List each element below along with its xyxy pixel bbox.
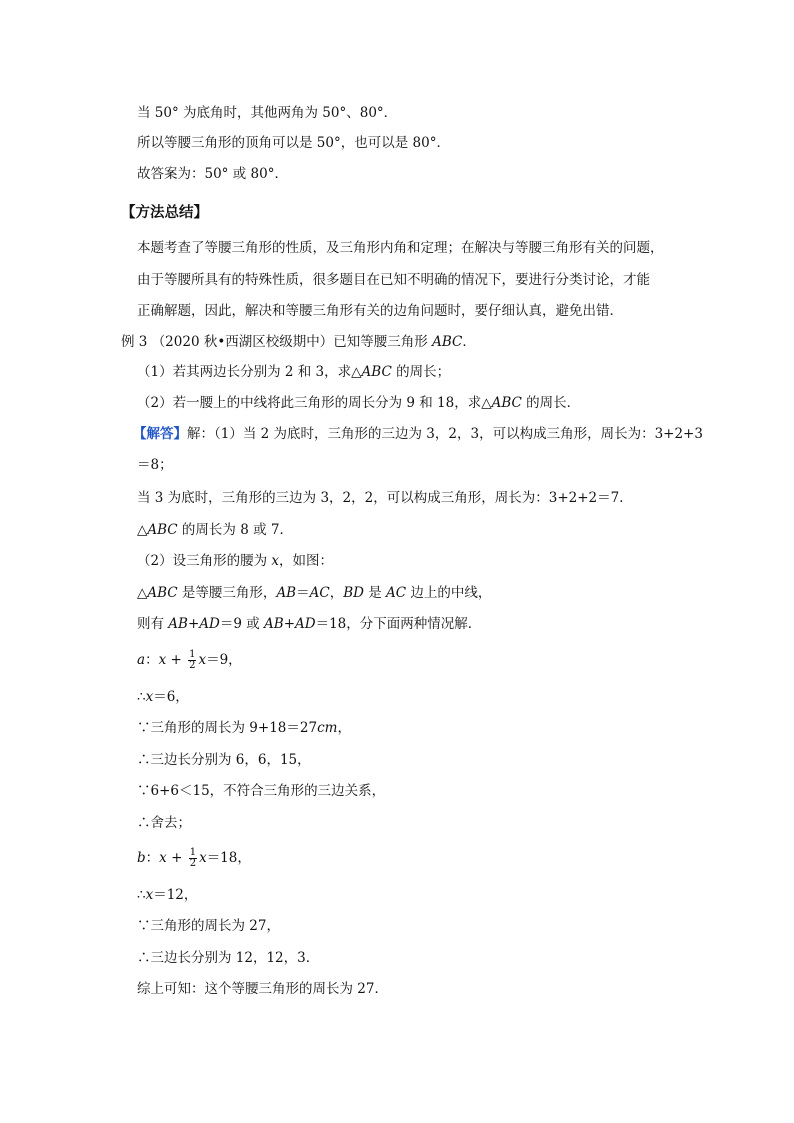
fraction-one-half: $\frac{1}{2}$ xyxy=(189,649,196,671)
summary-line-1: 本题考查了等腰三角形的性质，及三角形内角和定理；在解决与等腰三角形有关的问题， xyxy=(137,240,664,256)
case-a-perimeter: ∵三角形的周长为 9+18＝27cm， xyxy=(137,720,351,736)
answer-tag: 【解答】 xyxy=(133,426,187,442)
line-vertex-angle: 所以等腰三角形的顶角可以是 50°，也可以是 80°． xyxy=(137,135,450,151)
case-a-solve: ∴x＝6， xyxy=(137,689,189,705)
summary-line-2: 由于等腰所具有的特殊性质，很多题目在已知不明确的情况下，要进行分类讨论，才能 xyxy=(137,272,650,288)
answer-line-6: 则有 AB+AD＝9 或 AB+AD＝18，分下面两种情况解． xyxy=(137,616,482,632)
case-b-sides: ∴三边长分别为 12，12，3． xyxy=(137,950,320,966)
answer-line-3: △ABC 的周长为 8 或 7． xyxy=(137,522,293,538)
case-a-discard: ∴舍去； xyxy=(137,815,191,831)
example-3-title: 例 3 （2020 秋•西湖区校级期中）已知等腰三角形 ABC． xyxy=(121,334,476,350)
conclusion: 综上可知：这个等腰三角形的周长为 27． xyxy=(137,981,388,997)
line-answer: 故答案为：50° 或 80°． xyxy=(137,166,288,182)
case-a-check: ∵6+6＜15，不符合三角形的三边关系， xyxy=(137,783,386,799)
case-a-equation: a：x + $\frac{1}{2}$ x＝9， xyxy=(137,649,242,671)
question-2: （2）若一腰上的中线将此三角形的周长分为 9 和 18，求△ABC 的周长． xyxy=(137,395,581,411)
summary-line-3: 正确解题，因此，解决和等腰三角形有关的边角问题时，要仔细认真，避免出错． xyxy=(137,303,623,319)
triangle-abc: ABC xyxy=(432,334,463,350)
case-b-solve: ∴x＝12， xyxy=(137,887,198,903)
method-summary-heading: 【方法总结】 xyxy=(121,204,208,221)
example-label: 例 3 xyxy=(121,334,148,350)
answer-line-1: 【解答】解：（1）当 2 为底时，三角形的三边为 3，2，3，可以构成三角形，周长为：3+2+3 xyxy=(133,426,703,442)
answer-line-2: 当 3 为底时，三角形的三边为 3，2，2，可以构成三角形，周长为：3+2+2＝7． xyxy=(137,490,633,506)
answer-line-1b: ＝8； xyxy=(137,457,173,473)
case-a-sides: ∴三边长分别为 6，6，15， xyxy=(137,752,311,768)
answer-line-4: （2）设三角形的腰为 x，如图： xyxy=(137,553,334,569)
fraction-one-half: $\frac{1}{2}$ xyxy=(189,847,197,869)
line-base-angle: 当 50° 为底角时，其他两角为 50°、80°． xyxy=(137,105,398,121)
case-b-equation: b：x + $\frac{1}{2}$ x＝18， xyxy=(137,847,251,869)
example-source: （2020 秋•西湖区校级期中）已知等腰三角形 xyxy=(151,334,433,350)
case-b-perimeter: ∵三角形的周长为 27， xyxy=(137,918,280,934)
question-1: （1）若其两边长分别为 2 和 3，求△ABC 的周长； xyxy=(137,364,451,380)
answer-line-5: △ABC 是等腰三角形，AB＝AC，BD 是 AC 边上的中线， xyxy=(137,585,492,601)
